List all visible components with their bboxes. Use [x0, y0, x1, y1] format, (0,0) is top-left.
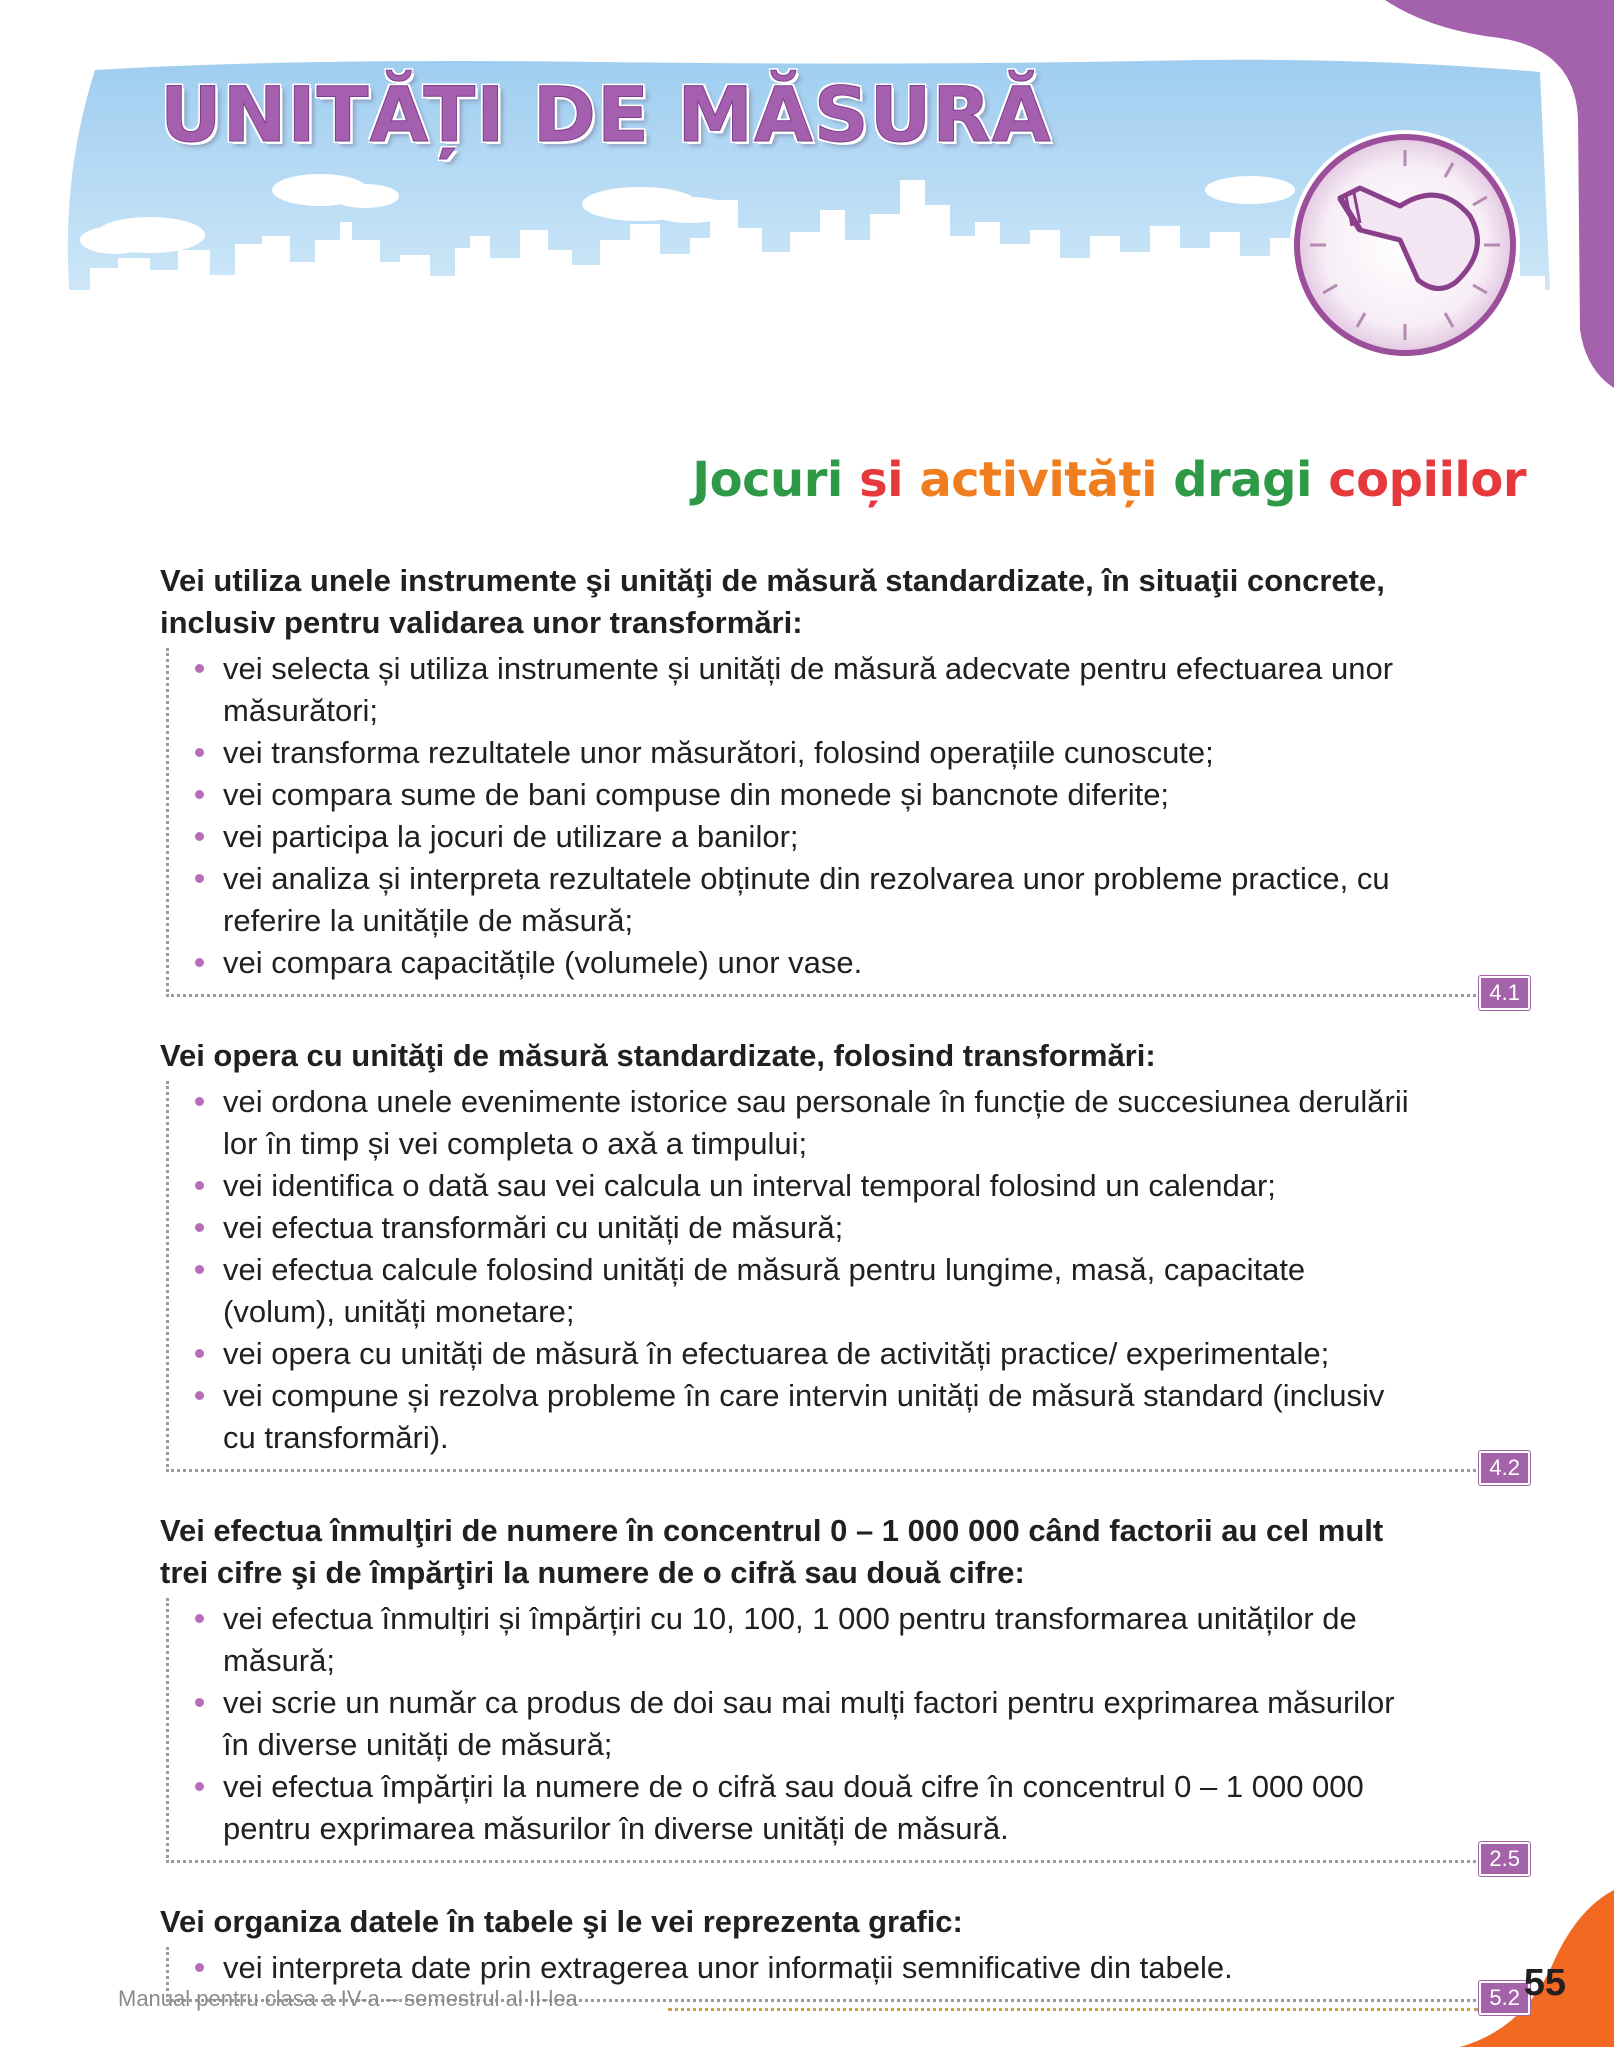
list-item: vei participa la jocuri de utilizare a banilor; [191, 816, 1410, 858]
competence-badge: 2.5 [1479, 1842, 1530, 1876]
objective-section-2 [160, 1035, 1530, 1480]
list-item: vei transforma rezultatele unor măsurători, folosind operațiile cunoscute; [191, 732, 1410, 774]
page-number: 55 [1523, 1962, 1566, 2004]
footer-divider [668, 2008, 1478, 2011]
objective-list-box [166, 1598, 1530, 1871]
list-item: vei compune și rezolva probleme în care intervin unități de măsură standard (inclusiv cu transformări). [191, 1375, 1410, 1459]
list-item: vei efectua transformări cu unități de măsură; [191, 1207, 1410, 1249]
list-item: vei scrie un număr ca produs de doi sau mai mulți factori pentru exprimarea măsurilor în diverse unități de măsură; [191, 1682, 1410, 1766]
competence-badge: 4.2 [1479, 1451, 1530, 1485]
header-illustration [0, 0, 1614, 420]
list-item: vei interpreta date prin extragerea unor informații semnificative din tabele. [191, 1947, 1410, 1989]
section-heading: Vei utiliza unele instrumente şi unităţi de măsură standardizate, în situaţii concrete, inclusiv pentru validarea unor transformări: [160, 563, 1385, 640]
footer-caption: Manual pentru clasa a IV-a – semestrul al II-lea [118, 1986, 578, 2011]
competence-badge: 5.2 [1479, 1981, 1530, 2015]
objective-section-1 [160, 560, 1530, 1005]
list-item: vei analiza și interpreta rezultatele obținute din rezolvarea unor probleme practice, cu referire la unitățile de măsură; [191, 858, 1410, 942]
list-item: vei identifica o dată sau vei calcula un interval temporal folosind un calendar; [191, 1165, 1410, 1207]
subtitle-word-1: Jocuri [692, 452, 843, 508]
section-heading: Vei efectua înmulţiri de numere în concentrul 0 – 1 000 000 când factorii au cel mult trei cifre şi de împărţiri la numere de o cifră sau două cifre: [160, 1513, 1384, 1590]
list-item: vei selecta și utiliza instrumente și unități de măsură adecvate pentru efectuarea unor măsurători; [191, 648, 1410, 732]
list-item: vei efectua împărțiri la numere de o cifră sau două cifre în concentrul 0 – 1 000 000 pentru exprimarea măsurilor în diverse unități de măsură. [191, 1766, 1410, 1850]
list-item: vei opera cu unități de măsură în efectuarea de activități practice/ experimentale; [191, 1333, 1410, 1375]
subtitle-word-4: dragi [1173, 452, 1312, 508]
clock-bulb-icon [1290, 130, 1520, 360]
section-subtitle [692, 452, 1526, 508]
competence-badge: 4.1 [1479, 976, 1530, 1010]
objective-section-3 [160, 1510, 1530, 1871]
section-heading: Vei opera cu unităţi de măsură standardizate, folosind transformări: [160, 1038, 1156, 1073]
subtitle-word-5: copiilor [1328, 452, 1526, 508]
objective-list-box [166, 648, 1530, 1005]
objectives-content [160, 560, 1530, 2040]
section-heading: Vei organiza datele în tabele şi le vei reprezenta grafic: [160, 1904, 963, 1939]
page-title: UNITĂȚI DE MĂSURĂ [160, 70, 1052, 159]
list-item: vei ordona unele evenimente istorice sau personale în funcție de succesiunea derulării lor în timp și vei completa o axă a timpului; [191, 1081, 1410, 1165]
list-item: vei compara sume de bani compuse din monede și bancnote diferite; [191, 774, 1410, 816]
subtitle-word-2: și [859, 452, 904, 508]
list-item: vei efectua înmulțiri și împărțiri cu 10, 100, 1 000 pentru transformarea unităților de măsură; [191, 1598, 1410, 1682]
list-item: vei efectua calcule folosind unități de măsură pentru lungime, masă, capacitate (volum), unități monetare; [191, 1249, 1410, 1333]
subtitle-word-3: activități [919, 452, 1158, 508]
objective-list-box [166, 1081, 1530, 1480]
list-item: vei compara capacitățile (volumele) unor vase. [191, 942, 1410, 984]
